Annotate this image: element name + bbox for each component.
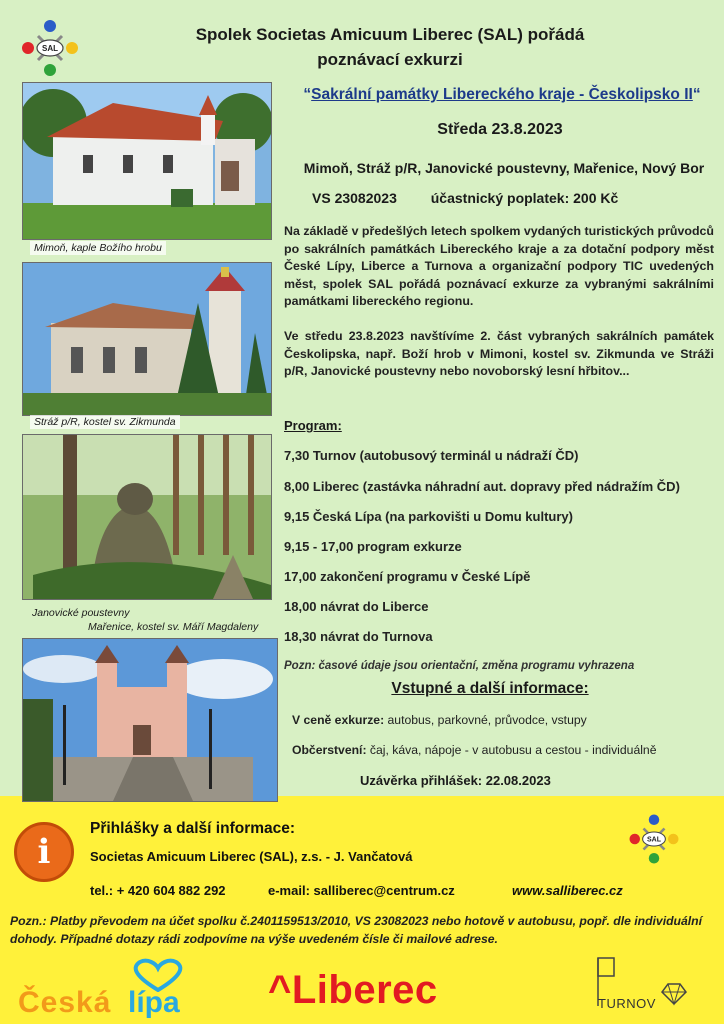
caption-janovice-line1: Janovické poustevny [32, 607, 130, 619]
turnov-logo [594, 956, 694, 1018]
program-item: 17,00 zakončení programu v České Lípě [284, 569, 531, 584]
program-item: 18,30 návrat do Turnova [284, 629, 433, 644]
event-title-text: Sakrální památky Libereckého kraje - Českolipsko II [311, 86, 693, 103]
contact-tel: tel.: + 420 604 882 292 [90, 883, 226, 898]
header [120, 22, 660, 72]
program-note: Pozn: časové údaje jsou orientační, změna programu vyhrazena [284, 660, 635, 672]
contact-email: e-mail: salliberec@centrum.cz [268, 883, 455, 898]
event-date: Středa 23.8.2023 [437, 121, 563, 138]
deadline: Uzávěrka přihlášek: 22.08.2023 [360, 773, 551, 788]
caption-straz: Stráž p/R, kostel sv. Zikmunda [30, 415, 180, 429]
caption-janovice [28, 605, 262, 635]
fee: účastnický poplatek: 200 Kč [430, 190, 619, 206]
photo-straz-church [22, 262, 272, 416]
contact-org: Societas Amicuum Liberec (SAL), z.s. - J. Vančatová [90, 849, 413, 864]
photo-marenice-church [22, 638, 278, 802]
event-places: Mimoň, Stráž p/R, Janovické poustevny, Mařenice, Nový Bor [303, 160, 705, 176]
quote-close: “ [692, 86, 701, 103]
contact-web[interactable]: www.salliberec.cz [512, 883, 623, 898]
program-item: 18,00 návrat do Liberce [284, 599, 429, 614]
program-item: 8,00 Liberec (zastávka náhradní aut. dopravy před nádražím ČD) [284, 479, 680, 494]
food-label: Občerstvení: [292, 743, 367, 757]
event-title [282, 86, 722, 104]
price-label: V ceně exkurze: [292, 713, 385, 727]
intro-paragraph: Na základě v předešlých letech spolkem vydaných turistických průvodců po sakrálních památkách Libereckého kraje a za dotační podpory měst České Lípy, Liberce a Turnova a organizační podpory TIC uvedených měst, spolek SAL pořádá poznávací exkurze za vybranými sakrálními památkami libereckého regionu. [284, 224, 714, 308]
sal-logo-text: SAL [42, 44, 58, 53]
contact-heading: Přihlášky a další informace: [90, 820, 296, 837]
photo-janovice [22, 434, 272, 600]
sal-logo-bottom-text: SAL [647, 836, 661, 844]
program-heading: Program: [284, 418, 342, 433]
lipa-word: lípa [128, 986, 180, 1019]
program-item: 9,15 - 17,00 program exkurze [284, 539, 462, 554]
program-item: 9,15 Česká Lípa (na parkovišti u Domu kultury) [284, 509, 573, 524]
photo-mimon-chapel [22, 82, 272, 240]
payment-note: Pozn.: Platby převodem na účet spolku č.2401159513/2010, VS 23082023 nebo hotově v autobusu, popř. dle individuální dohody. Případné dotazy rádi zodpovíme na výše uvedeném čísle či mailové adrese. [10, 914, 702, 946]
sal-logo [18, 16, 82, 80]
food-value: čaj, káva, nápoje - v autobusu a cestou - individuálně [369, 743, 657, 757]
ceska-lipa-logo [18, 962, 208, 1020]
vs-line [312, 190, 618, 206]
info-icon: i [14, 822, 74, 882]
caption-mimon: Mimoň, kaple Božího hrobu [30, 241, 166, 255]
vs-number: VS 23082023 [312, 190, 397, 206]
turnov-word: TURNOV [598, 996, 656, 1011]
header-line1: Spolek Societas Amicuum Liberec (SAL) pořádá [195, 25, 585, 44]
header-line2: poznávací exkurzi [317, 50, 463, 69]
info-heading: Vstupné a další informace: [391, 680, 589, 697]
price-value: autobus, parkovné, průvodce, vstupy [387, 713, 587, 727]
sal-logo-bottom [626, 806, 682, 872]
program-item: 7,30 Turnov (autobusový terminál u nádraží ČD) [284, 448, 579, 463]
liberec-logo: ^Liberec [268, 968, 438, 1012]
caption-marenice: Mařenice, kostel sv. Máří Magdaleny [88, 621, 259, 633]
quote-open: “ [303, 86, 312, 103]
visit-paragraph: Ve středu 23.8.2023 navštívíme 2. část vybraných sakrálních památek Českolipska, např. Boží hrob v Mimoni, kostel sv. Zikmunda ve Stráži p/R, Janovické poustevny nebo novoborský lesní hřbitov... [284, 329, 714, 378]
ceska-word: Česká [18, 986, 112, 1019]
food-line [292, 743, 657, 757]
price-line [292, 713, 587, 727]
